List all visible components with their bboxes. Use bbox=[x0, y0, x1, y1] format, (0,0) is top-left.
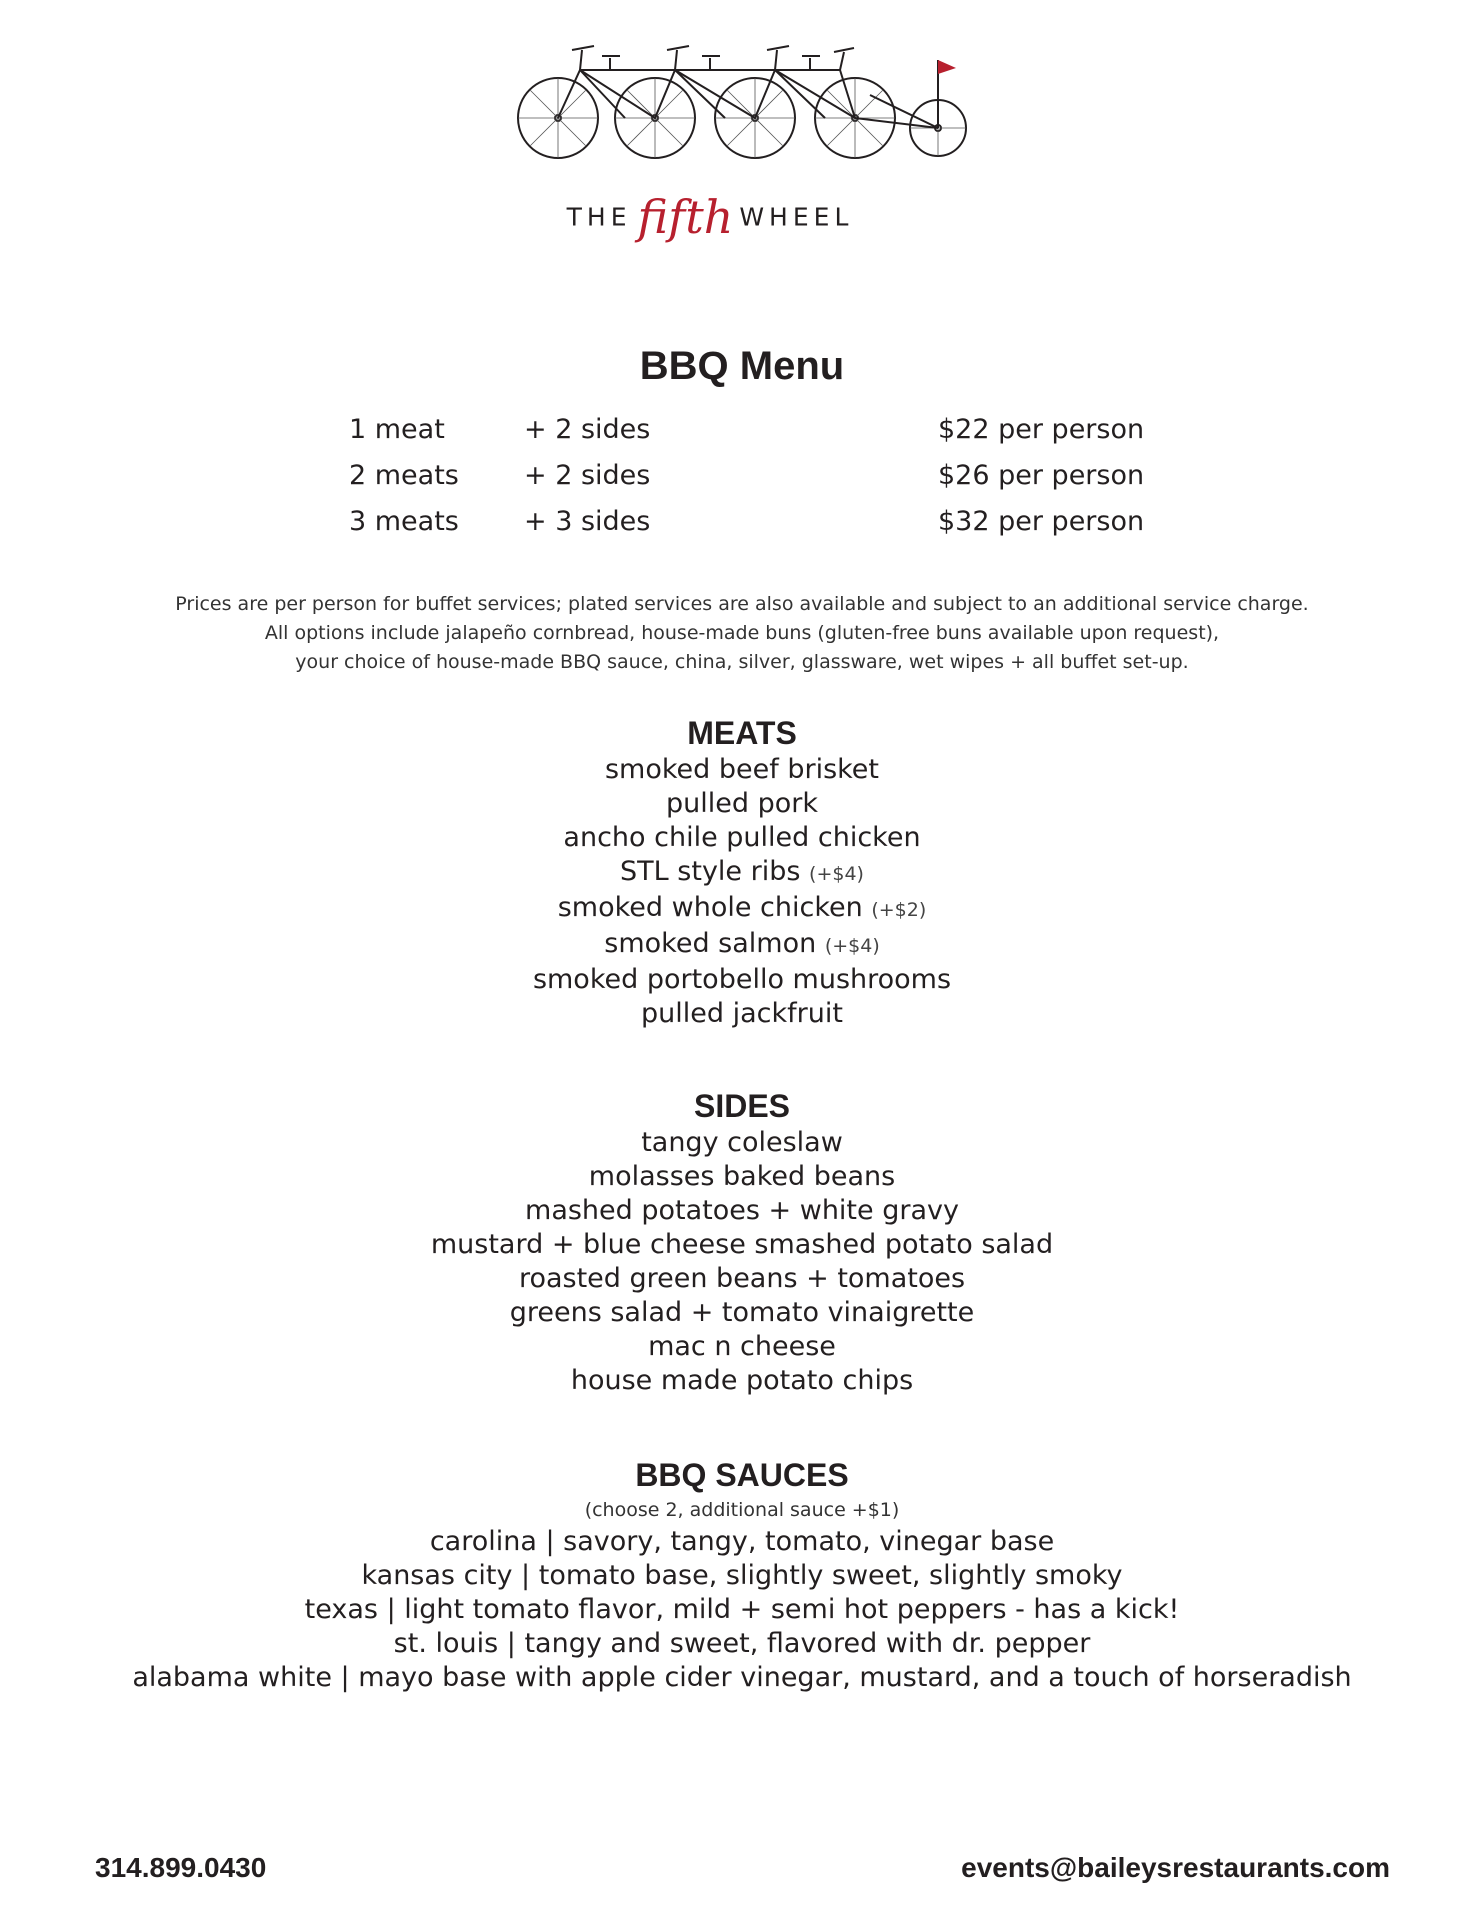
note-line: your choice of house-made BBQ sauce, china, silver, glassware, wet wipes + all buffet set-up. bbox=[295, 651, 1189, 673]
pricing-row bbox=[0, 414, 1484, 454]
pricing-sides: + 2 sides bbox=[524, 460, 651, 491]
menu-item-name: smoked beef brisket bbox=[604, 754, 880, 785]
logo-wheel: WHEEL bbox=[739, 202, 854, 232]
meats-section bbox=[0, 713, 1484, 1031]
pricing-meats: 2 meats bbox=[349, 460, 459, 491]
pricing-price: $32 per person bbox=[938, 506, 1145, 537]
menu-item: mashed potatoes + white gravy bbox=[525, 1195, 959, 1226]
footer-email: events@baileysrestaurants.com bbox=[961, 1852, 1390, 1883]
surcharge: (+$4) bbox=[809, 863, 864, 885]
pricing-sides: + 3 sides bbox=[524, 506, 651, 537]
sauce-item: carolina | savory, tangy, tomato, vinegar base bbox=[429, 1526, 1055, 1557]
sauces-note: (choose 2, additional sauce +$1) bbox=[584, 1499, 900, 1521]
pricing-sides: + 2 sides bbox=[524, 414, 651, 445]
logo-the: THE bbox=[566, 202, 632, 232]
page-title: BBQ Menu bbox=[639, 344, 845, 388]
sides-section bbox=[0, 1086, 1484, 1398]
pricing-price: $22 per person bbox=[938, 414, 1145, 445]
menu-item: house made potato chips bbox=[570, 1365, 914, 1396]
logo-wordmark bbox=[510, 190, 910, 244]
logo-fifth: fifth bbox=[637, 190, 734, 244]
pricing-notes bbox=[0, 590, 1484, 677]
menu-item-name: ancho chile pulled chicken bbox=[563, 822, 921, 853]
sauce-item: texas | light tomato flavor, mild + semi hot peppers - has a kick! bbox=[304, 1594, 1180, 1625]
menu-item: greens salad + tomato vinaigrette bbox=[509, 1297, 975, 1328]
sauce-item: alabama white | mayo base with apple cider vinegar, mustard, and a touch of horseradish bbox=[132, 1662, 1352, 1693]
menu-item bbox=[0, 891, 1484, 927]
menu-item-name: pulled jackfruit bbox=[641, 998, 843, 1029]
tandem-bicycle-icon bbox=[510, 40, 980, 170]
pricing-row bbox=[0, 506, 1484, 546]
menu-item bbox=[0, 927, 1484, 963]
note-line: All options include jalapeño cornbread, house-made buns (gluten-free buns available upon request), bbox=[264, 622, 1220, 644]
sauce-item: st. louis | tangy and sweet, flavored with dr. pepper bbox=[393, 1628, 1091, 1659]
menu-item bbox=[0, 753, 1484, 787]
menu-item-name: smoked whole chicken bbox=[557, 892, 863, 923]
sides-heading: SIDES bbox=[693, 1088, 791, 1124]
surcharge: (+$4) bbox=[824, 935, 880, 957]
menu-item-name: pulled pork bbox=[666, 788, 818, 819]
menu-item-name: smoked portobello mushrooms bbox=[532, 964, 952, 995]
note-line: Prices are per person for buffet services; plated services are also available and subject to an additional service charge. bbox=[175, 593, 1309, 615]
sauce-item: kansas city | tomato base, slightly sweet, slightly smoky bbox=[361, 1560, 1123, 1591]
menu-item bbox=[0, 963, 1484, 997]
sauces-section bbox=[0, 1455, 1484, 1695]
pricing-row bbox=[0, 460, 1484, 500]
sauces-heading: BBQ SAUCES bbox=[635, 1457, 849, 1493]
surcharge: (+$2) bbox=[871, 899, 927, 921]
menu-item: mustard + blue cheese smashed potato salad bbox=[430, 1229, 1054, 1260]
footer-phone: 314.899.0430 bbox=[95, 1852, 267, 1883]
menu-item: tangy coleslaw bbox=[641, 1127, 843, 1158]
menu-item-name: STL style ribs bbox=[620, 856, 801, 887]
pricing-price: $26 per person bbox=[938, 460, 1145, 491]
menu-item bbox=[0, 821, 1484, 855]
pricing-meats: 3 meats bbox=[349, 506, 459, 537]
menu-item: molasses baked beans bbox=[588, 1161, 896, 1192]
meats-heading: MEATS bbox=[687, 715, 797, 751]
logo bbox=[510, 40, 980, 244]
menu-item-name: smoked salmon bbox=[604, 928, 817, 959]
menu-item bbox=[0, 997, 1484, 1031]
menu-item bbox=[0, 787, 1484, 821]
menu-item: mac n cheese bbox=[648, 1331, 836, 1362]
menu-item bbox=[0, 855, 1484, 891]
pricing-meats: 1 meat bbox=[349, 414, 445, 445]
menu-item: roasted green beans + tomatoes bbox=[518, 1263, 966, 1294]
